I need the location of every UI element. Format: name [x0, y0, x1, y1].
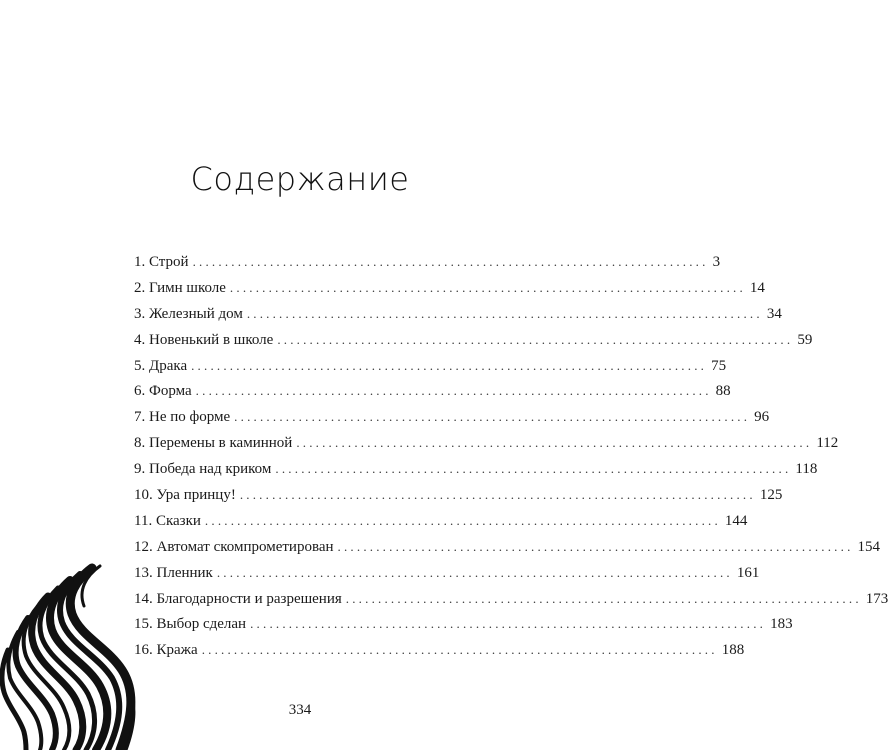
toc-entry: [134, 279, 765, 306]
toc-entry: [134, 254, 721, 280]
toc-entry: [134, 305, 782, 332]
toc-entry: [134, 435, 839, 461]
toc-entry-label: 15. Выбор сделан: [134, 616, 247, 633]
toc-leader-dots: ................................................................................: [239, 487, 756, 503]
toc-entry-page: 188: [721, 642, 745, 659]
toc-entry: [134, 409, 770, 435]
toc-entry-page: 118: [795, 461, 818, 478]
toc-entry: [134, 538, 881, 565]
toc-entry-label: 5. Драка: [134, 357, 188, 374]
toc-entry-label: 9. Победа над криком: [134, 461, 272, 478]
toc-entry-page: 3: [712, 254, 721, 270]
toc-entry-label: 6. Форма: [134, 383, 192, 400]
toc-entry: [134, 331, 813, 358]
toc-entry-label: 4. Новенький в школе: [134, 331, 274, 348]
toc-leader-dots: ................................................................................: [250, 616, 767, 632]
toc-entry-label: 2. Гимн школе: [134, 279, 226, 296]
toc-leader-dots: ................................................................................: [345, 590, 862, 606]
page-number: 334: [288, 702, 312, 718]
toc-entry-label: 8. Перемены в каминной: [134, 435, 293, 452]
toc-leader-dots: ................................................................................: [229, 279, 746, 295]
toc-entry-page: 59: [797, 331, 813, 348]
toc-entry: [134, 487, 783, 513]
toc-entry-label: 16. Кража: [134, 642, 198, 659]
table-of-contents: [134, 254, 888, 668]
toc-entry: [134, 461, 818, 487]
toc-entry-label: 11. Сказки: [134, 512, 201, 529]
toc-entry-page: 125: [759, 487, 783, 504]
toc-leader-dots: ................................................................................: [277, 331, 794, 347]
toc-entry-page: 154: [857, 538, 881, 555]
toc-entry: [134, 383, 731, 409]
toc-entry-label: 13. Пленник: [134, 564, 213, 581]
toc-leader-dots: ................................................................................: [234, 409, 751, 425]
toc-entry-label: 12. Автомат скомпрометирован: [134, 538, 334, 555]
toc-entry-label: 14. Благодарности и разрешения: [134, 590, 342, 607]
toc-entry-page: 14: [749, 279, 765, 296]
toc-entry-page: 173: [865, 590, 888, 607]
toc-entry-page: 112: [816, 435, 839, 452]
toc-leader-dots: ................................................................................: [275, 461, 792, 477]
toc-leader-dots: ................................................................................: [337, 538, 854, 554]
toc-entry: [134, 357, 727, 384]
toc-leader-dots: ................................................................................: [201, 642, 718, 658]
toc-entry: [134, 616, 793, 642]
toc-leader-dots: ................................................................................: [195, 383, 712, 399]
toc-entry: [134, 590, 888, 617]
toc-entry-page: 96: [754, 409, 770, 426]
toc-entry: [134, 512, 748, 539]
toc-entry-label: 3. Железный дом: [134, 305, 243, 322]
toc-entry: [134, 642, 745, 668]
toc-entry: [134, 564, 760, 591]
toc-entry-label: 7. Не по форме: [134, 409, 231, 426]
toc-entry-label: 1. Строй: [134, 254, 189, 270]
toc-leader-dots: ................................................................................: [191, 357, 708, 373]
toc-entry-page: 88: [715, 383, 731, 400]
toc-leader-dots: ................................................................................: [192, 254, 709, 269]
toc-entry-page: 144: [724, 512, 748, 529]
toc-leader-dots: ................................................................................: [216, 564, 733, 580]
toc-entry-page: 75: [711, 357, 727, 374]
toc-entry-label: 10. Ура принцу!: [134, 487, 236, 504]
toc-entry-page: 34: [766, 305, 782, 322]
toc-entry-page: 183: [770, 616, 793, 633]
toc-leader-dots: ................................................................................: [204, 512, 721, 528]
toc-entry-page: 161: [736, 564, 760, 581]
toc-leader-dots: ................................................................................: [296, 435, 813, 451]
page-title: Содержание: [190, 160, 410, 198]
toc-leader-dots: ................................................................................: [246, 305, 763, 321]
